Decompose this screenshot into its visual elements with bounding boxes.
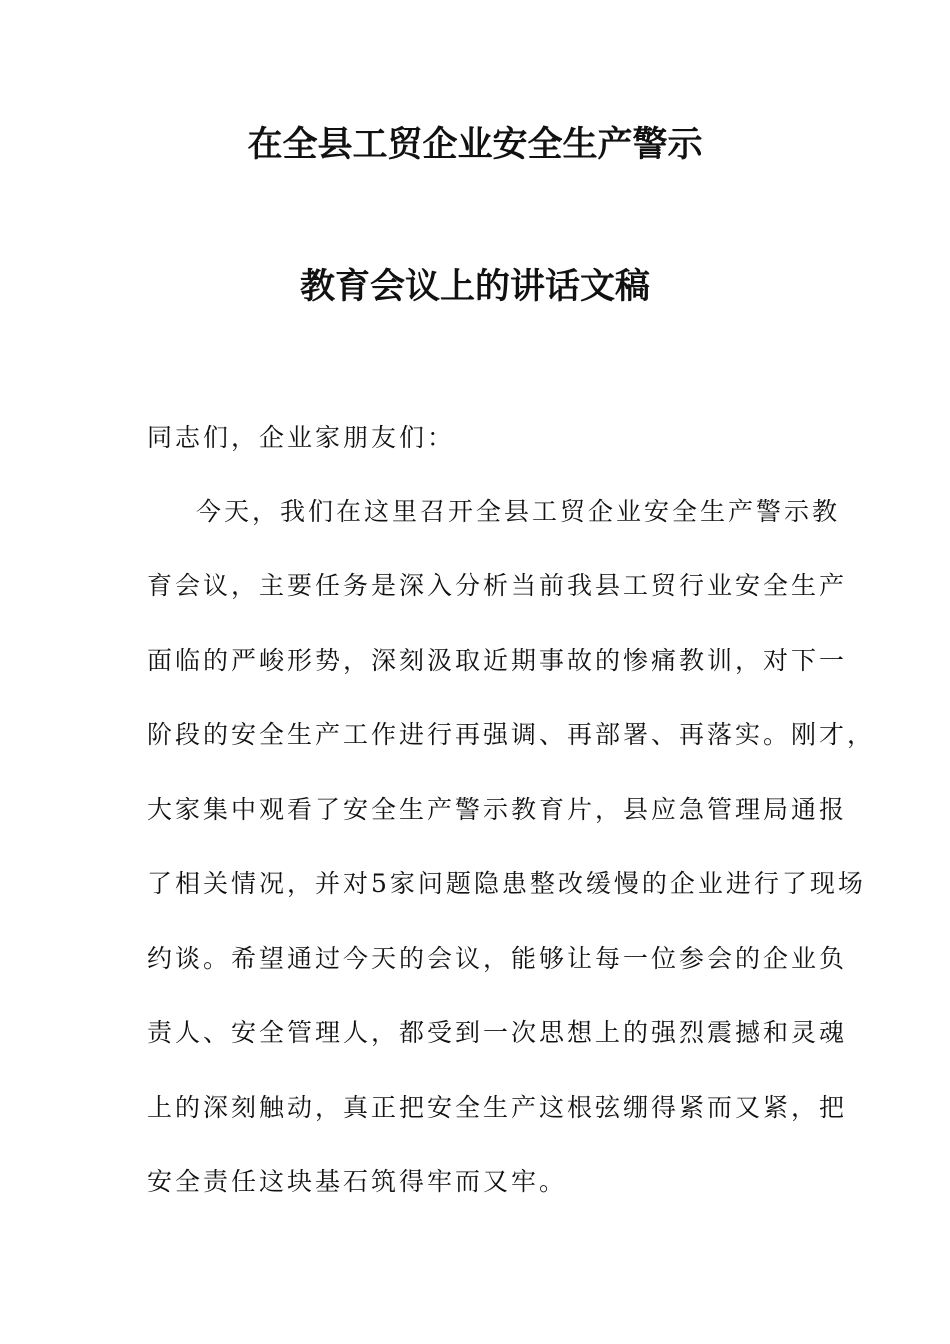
paragraph-line-1: 今天，我们在这里召开全县工贸企业安全生产警示教 — [196, 497, 841, 526]
paragraph-line-10: 安全责任这块基石筑得牢而又牢。 — [147, 1167, 568, 1196]
paragraph-line-4: 阶段的安全生产工作进行再强调、再部署、再落实。刚才， — [147, 720, 876, 749]
paragraph-line-6: 了相关情况，并对5家问题隐患整改缓慢的企业进行了现场 — [147, 869, 866, 898]
paragraph-line-8: 责人、安全管理人，都受到一次思想上的强烈震撼和灵魂 — [147, 1018, 848, 1047]
document-title-line-2: 教育会议上的讲话文稿 — [299, 267, 650, 307]
paragraph-line-7: 约谈。希望通过今天的会议，能够让每一位参会的企业负 — [147, 944, 848, 973]
paragraph-line-9: 上的深刻触动，真正把安全生产这根弦绷得紧而又紧，把 — [147, 1093, 848, 1122]
paragraph-line-3: 面临的严峻形势，深刻汲取近期事故的惨痛教训，对下一 — [147, 646, 848, 675]
paragraph-line-5: 大家集中观看了安全生产警示教育片，县应急管理局通报 — [147, 795, 848, 824]
paragraph-line-2: 育会议，主要任务是深入分析当前我县工贸行业安全生产 — [147, 571, 848, 600]
document-title-line-1: 在全县工贸企业安全生产警示 — [247, 125, 703, 165]
salutation: 同志们，企业家朋友们： — [147, 423, 456, 452]
